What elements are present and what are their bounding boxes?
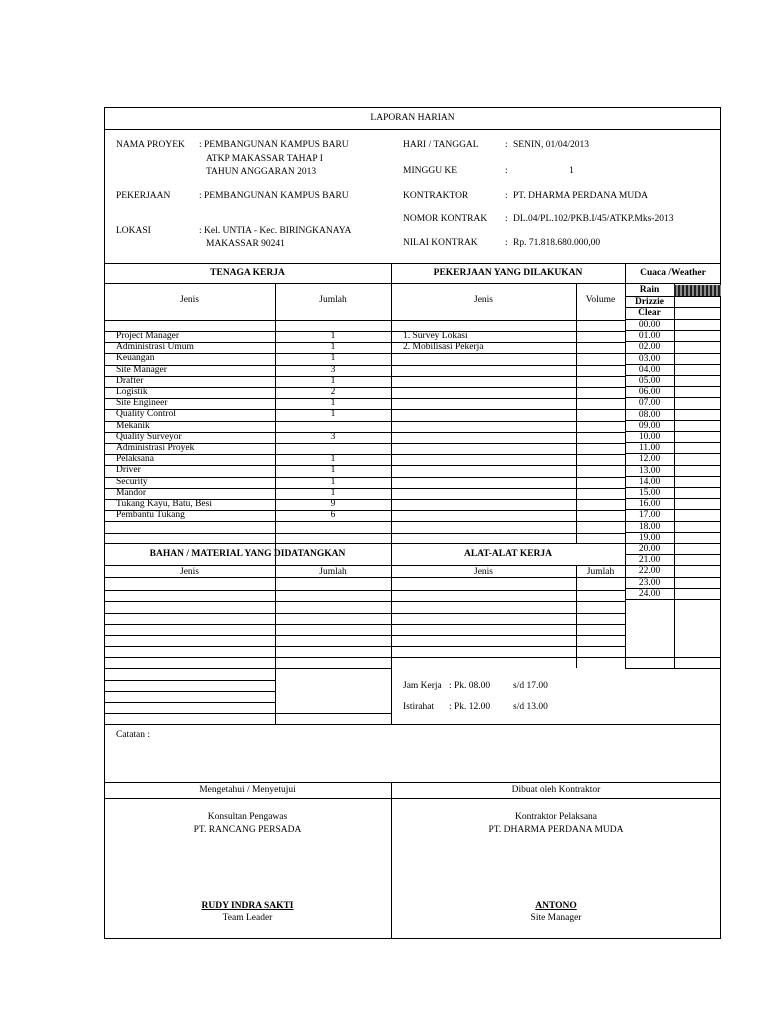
kontraktor-value: PT. DHARMA PERDANA MUDA [513, 191, 648, 201]
tenaga-jenis: Mekanik [116, 421, 150, 431]
hour-label: 10.00 [638, 432, 661, 442]
jam-kerja-label: Jam Kerja [403, 681, 442, 691]
pekerjaan-col-jenis: Jenis [474, 295, 493, 305]
tenaga-jenis: Administrasi Umum [116, 342, 194, 352]
left-sign-company: PT. RANCANG PERSADA [193, 825, 302, 835]
hour-label: 04.00 [638, 365, 661, 375]
grid-line [104, 680, 275, 681]
divider [104, 283, 721, 284]
right-sign-name [391, 901, 721, 912]
nama-proyek-value-2: ATKP MAKASSAR TAHAP I [206, 154, 323, 164]
tenaga-jumlah: 1 [330, 398, 336, 408]
tenaga-jumlah: 1 [330, 465, 336, 475]
tenaga-jenis: Pembantu Tukang [116, 510, 185, 520]
rain-indicator [674, 285, 721, 296]
right-sign-company: PT. DHARMA PERDANA MUDA [488, 825, 624, 835]
grid-line [104, 668, 391, 669]
nama-proyek-label: NAMA PROYEK [116, 140, 185, 150]
hari-value: SENIN, 01/04/2013 [513, 140, 589, 150]
tenaga-col-jumlah: Jumlah [319, 295, 347, 305]
tenaga-jumlah: 1 [330, 331, 336, 341]
grid-line [104, 533, 625, 534]
legend-clear: Clear [638, 308, 661, 318]
tenaga-jenis: Project Manager [116, 331, 180, 341]
alat-col-jenis: Jenis [474, 567, 493, 577]
nomor-kontrak-value: DL.04/PL.102/PKB.I/45/ATKP.Mks-2013 [513, 214, 674, 224]
tenaga-jumlah: 1 [330, 454, 336, 464]
nama-proyek-value-3: TAHUN ANGGARAN 2013 [206, 167, 317, 177]
tenaga-kerja-title: TENAGA KERJA [210, 268, 285, 278]
tenaga-jenis: Tukang Kayu, Batu, Besi [116, 499, 212, 509]
istirahat-value: : Pk. 12.00 [449, 702, 491, 712]
nama-proyek-value: : PEMBANGUNAN KAMPUS BARU [199, 140, 349, 150]
bahan-title: BAHAN / MATERIAL YANG DIDATANGKAN [149, 549, 346, 559]
hour-label: 17.00 [638, 510, 661, 520]
hour-label: 23.00 [638, 578, 661, 588]
jam-kerja-end: s/d 17.00 [513, 681, 548, 691]
tenaga-jumlah: 1 [330, 342, 336, 352]
nilai-kontrak-label: NILAI KONTRAK [403, 238, 478, 248]
pekerjaan-title: PEKERJAAN YANG DILAKUKAN [433, 268, 583, 278]
left-sign-name-text: RUDY INDRA SAKTI [201, 901, 294, 911]
cuaca-title: Cuaca /Weather [640, 268, 706, 278]
hour-label: 06.00 [638, 387, 661, 397]
right-sign-name-text: ANTONO [535, 901, 577, 911]
nilai-kontrak-colon: : [505, 238, 508, 248]
divider [104, 724, 721, 725]
divider [576, 565, 577, 668]
hour-label: 19.00 [638, 533, 661, 543]
hour-label: 24.00 [638, 589, 661, 599]
grid-line [104, 657, 625, 658]
tenaga-jenis: Administrasi Proyek [116, 443, 195, 453]
grid-line [104, 635, 625, 636]
grid-line [625, 668, 721, 669]
minggu-label: MINGGU KE [403, 166, 458, 176]
hari-colon: : [505, 140, 508, 150]
hour-label: 20.00 [638, 544, 661, 554]
legend-rain: Rain [639, 285, 660, 295]
pekerjaan-col-volume: Volume [585, 295, 616, 305]
tenaga-jenis: Driver [116, 465, 141, 475]
tenaga-jenis: Drafter [116, 376, 144, 386]
grid-line [104, 624, 625, 625]
pekerjaan-label: PEKERJAAN [116, 191, 171, 201]
tenaga-jumlah: 2 [330, 387, 336, 397]
hari-label: HARI / TANGGAL [403, 140, 479, 150]
hour-label: 09.00 [638, 421, 661, 431]
hour-label: 05.00 [638, 376, 661, 386]
hour-label: 18.00 [638, 522, 661, 532]
lokasi-value: : Kel. UNTIA - Kec. BIRINGKANAYA [199, 226, 352, 236]
tenaga-jenis: Quality Control [116, 409, 176, 419]
tenaga-jenis: Mandor [116, 488, 147, 498]
tenaga-jenis: Keuangan [116, 353, 155, 363]
pekerjaan-value: : PEMBANGUNAN KAMPUS BARU [199, 191, 349, 201]
pekerjaan-item: 2. Mobilisasi Pekerja [403, 342, 484, 352]
divider [104, 129, 721, 130]
istirahat-end: s/d 13.00 [513, 702, 548, 712]
divider [576, 283, 577, 543]
left-sign-name [104, 901, 391, 912]
hour-label: 11.00 [638, 443, 661, 453]
grid-line [104, 565, 625, 566]
left-sign-title: Team Leader [222, 913, 273, 923]
divider [104, 798, 721, 799]
left-sign-role: Konsultan Pengawas [207, 812, 288, 822]
tenaga-jumlah: 1 [330, 477, 336, 487]
grid-line [275, 713, 391, 714]
divider [391, 263, 392, 724]
page-title: LAPORAN HARIAN [370, 113, 455, 123]
alat-col-jumlah: Jumlah [586, 567, 615, 577]
tenaga-jumlah: 1 [330, 353, 336, 363]
hour-label: 14.00 [638, 477, 661, 487]
hour-label: 00.00 [638, 320, 661, 330]
tenaga-jumlah: 6 [330, 510, 336, 520]
tenaga-jumlah: 9 [330, 499, 336, 509]
tenaga-jenis: Security [116, 477, 148, 487]
grid-line [104, 590, 625, 591]
grid-line [104, 646, 625, 647]
lokasi-value-2: MAKASSAR 90241 [206, 239, 285, 249]
tenaga-jumlah: 1 [330, 409, 336, 419]
divider [104, 263, 721, 264]
alat-title: ALAT-ALAT KERJA [463, 549, 553, 559]
tenaga-jenis: Pelaksana [116, 454, 154, 464]
istirahat-label: Istirahat [403, 702, 435, 712]
grid-line [104, 691, 275, 692]
hour-label: 12.00 [638, 454, 661, 464]
kontraktor-colon: : [505, 191, 508, 201]
minggu-colon: : [505, 166, 508, 176]
hour-label: 16.00 [638, 499, 661, 509]
hour-label: 03.00 [638, 354, 661, 364]
pekerjaan-item: 1. Survey Lokasi [403, 331, 468, 341]
hour-label: 22.00 [638, 566, 661, 576]
hour-label: 07.00 [638, 398, 661, 408]
tenaga-jenis: Site Manager [116, 365, 167, 375]
hour-label: 01.00 [638, 331, 661, 341]
hour-label: 21.00 [638, 555, 661, 565]
grid-line [104, 320, 625, 321]
hour-label: 13.00 [638, 466, 661, 476]
bahan-col-jumlah: Jumlah [319, 567, 347, 577]
tenaga-jumlah: 3 [330, 432, 336, 442]
minggu-value: 1 [569, 166, 574, 176]
nilai-kontrak-value: Rp. 71.818.680.000,00 [513, 238, 601, 248]
grid-line [104, 421, 625, 422]
tenaga-jenis: Quality Surveyor [116, 432, 182, 442]
grid-line [625, 657, 721, 658]
jam-kerja-value: : Pk. 08.00 [449, 681, 491, 691]
lokasi-label: LOKASI [116, 226, 151, 236]
bahan-col-jenis: Jenis [180, 567, 199, 577]
catatan-label: Catatan : [116, 730, 151, 740]
nomor-kontrak-label: NOMOR KONTRAK [403, 214, 488, 224]
grid-line [104, 601, 625, 602]
grid-line [104, 521, 625, 522]
tenaga-col-jenis: Jenis [180, 295, 199, 305]
nomor-kontrak-colon: : [505, 214, 508, 224]
right-sign-header: Dibuat oleh Kontraktor [511, 785, 601, 795]
hour-label: 08.00 [638, 410, 661, 420]
tenaga-jumlah: 1 [330, 488, 336, 498]
grid-line [104, 713, 275, 714]
right-sign-role: Kontraktor Pelaksana [514, 812, 598, 822]
tenaga-jenis: Site Engineer [116, 398, 168, 408]
grid-line [104, 543, 625, 544]
grid-line [104, 613, 625, 614]
tenaga-jenis: Logistik [116, 387, 148, 397]
divider [104, 782, 721, 783]
kontraktor-label: KONTRAKTOR [403, 191, 469, 201]
grid-line [104, 702, 275, 703]
legend-drizzie: Drizzie [634, 297, 664, 307]
tenaga-jumlah: 3 [330, 365, 336, 375]
right-sign-title: Site Manager [530, 913, 582, 923]
tenaga-jumlah: 1 [330, 376, 336, 386]
left-sign-header: Mengetahui / Menyetujui [199, 785, 296, 795]
hour-label: 02.00 [638, 342, 661, 352]
hour-label: 15.00 [638, 488, 661, 498]
